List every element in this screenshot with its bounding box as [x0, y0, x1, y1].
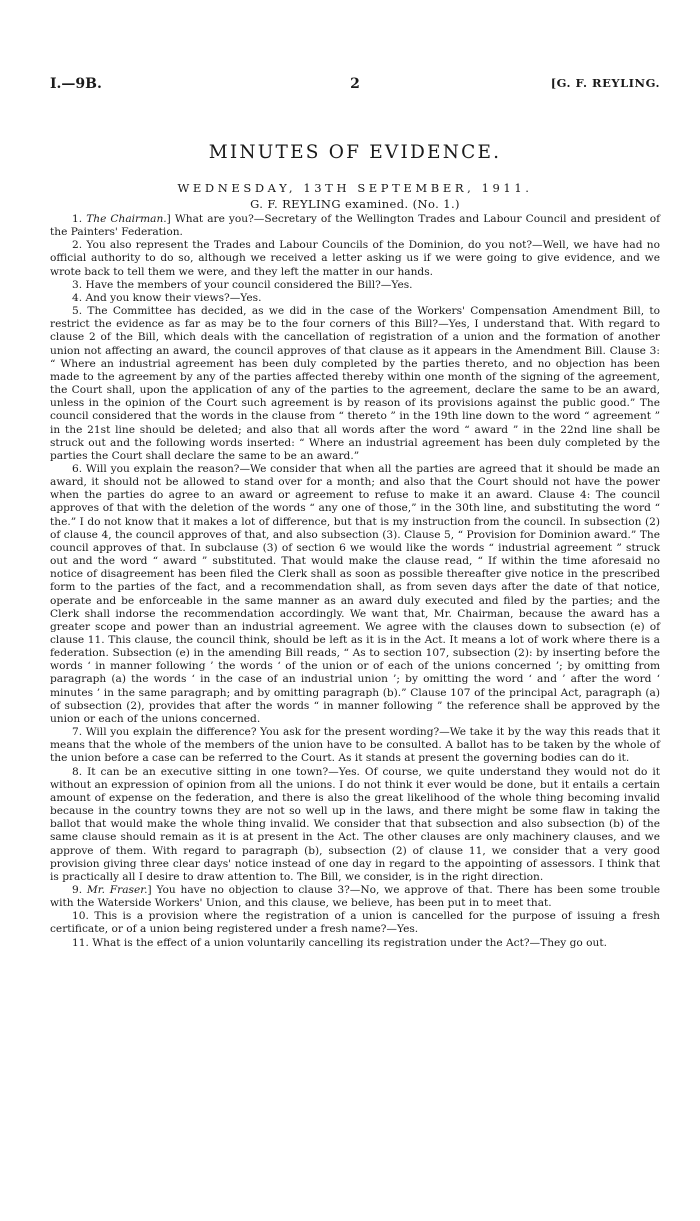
paragraph-8: 8. It can be an executive sitting in one town?—Yes. Of course, we quite understand they would not do it without an expression of opinion from all the unions. I do not think it ever would be done, but it entails a certain amount of expense on the federation, and there is also the great likelihood of the whole thing becoming invalid because in the country towns they are not so well up in the laws, and there might be some flaw in taking the ballot that would make the whole thing invalid. We consider that that subsection and also subsection (b) of the same clause should remain as it is at present in the Act. The other clauses are only machinery clauses, and we approve of them. With regard to paragraph (b), subsection (2) of clause 11, we consider that a very good provision giving three clear days' notice instead of one day in regard to the appointing of assessors. I think that is practically all I desire to draw attention to. The Bill, we consider, is in the right direction. [50, 765, 660, 883]
page-header [50, 76, 660, 106]
speaker: Mr. Fraser. [86, 883, 148, 896]
paragraph-4: 4. And you know their views?—Yes. [72, 291, 262, 304]
paragraph-2: 2. You also represent the Trades and Labour Councils of the Dominion, do you not?—Well, we have had no official authority to do so, although we received a letter asking us if we were going to give evidence, and we wrote back to tell them we were, and they left the matter in our hands. [50, 239, 660, 278]
paragraph-6: 6. Will you explain the reason?—We consider that when all the parties are agreed that it should be made an award, it should not be allowed to stand over for a month; and also that the Court should not have the power when the parties do agree to an award or agreement to refuse to make it an award. Clause 4: The council approves of that with the deletion of the words “ any one of those,” in the 30th line, and substituting the word “ the.” I do not know that it makes a lot of difference, but that is my instruction from the council. In subsection (2) of clause 4, the council approves of that, and also subsection (3). Clause 5, “ Provision for Dominion award.” The council approves of that. In subclause (3) of section 6 we would like the words “ industrial agreement ” struck out and the word “ award ” substituted. That would make the clause read, “ If within the time aforesaid no notice of disagreement has been filed the Clerk shall as soon as possible thereafter give notice in the prescribed form to the parties of the fact, and a recommendation shall, as from seven days after the date of that notice, operate and be enforceable in the same manner as an award duly executed and filed by the parties; and the Clerk shall indorse the recommendation accordingly. We want that, Mr. Chairman, because the award has a greater scope and power than an industrial agreement. We agree with the clauses down to subsection (e) of clause 11. This clause, the council think, should be left as it is in the Act. It means a lot of work where there is a federation. Subsection (e) in the amending Bill reads, “ As to section 107, subsection (2): by inserting before the words ‘ in manner following ’ the words ‘ of the union or of each of the unions concerned ’; by omitting from paragraph (a) the words ‘ in the case of an industrial union ’; by omitting the word ‘ and ’ after the word ‘ minutes ’ in the same paragraph; and by omitting paragraph (b).” Clause 107 of the principal Act, paragraph (a) of subsection (2), provides that after the words “ in manner following ” the reference shall be approved by the union or each of the unions concerned. [50, 462, 660, 725]
page-number: 2 [350, 76, 360, 92]
paragraph-5: 5. The Committee has decided, as we did in the case of the Workers' Compensation Amendment Bill, to restrict the evidence as far as may be to the four corners of this Bill?—Yes, I understand that. With regard to clause 2 of the Bill, which deals with the cancellation of registration of a union and the formation of another union not affecting an award, the council approves of that clause as it appears in the Amendment Bill. Clause 3: “ Where an industrial agreement has been duly completed by the parties thereto, and no objection has been made to the agreement by any of the parties affected thereby within one month of the signing of the agreement, the Court shall, upon the application of any of the parties to the agreement, declare the same to be an award, unless in the opinion of the Court such agreement is by reason of its provisions against the public good.” The council considered that the words in the clause from “ thereto ” in the 19th line down to the word “ agreement ” in the 21st line should be deleted; and also that all words after the word “ award ” in the 22nd line shall be struck out and the following words inserted: “ Where an industrial agreement has been duly completed by the parties the Court shall declare the same to be an award.” [50, 305, 660, 462]
paragraph-7: 7. Will you explain the difference? You ask for the present wording?—We take it by the way this reads that it means that the whole of the members of the union have to be consulted. A ballot has to be taken by the whole of the union before a case can be referred to the Court. As it stands at present the governing bodies can do it. [50, 726, 660, 765]
paragraph-10: 10. This is a provision where the registration of a union is cancelled for the purpose of issuing a fresh certificate, or of a union being registered under a fresh name?—Yes. [50, 910, 660, 936]
document-page [0, 76, 700, 1221]
examined-line: G. F. REYLING examined. (No. 1.) [250, 197, 460, 211]
paragraph-1: 1. The Chairman.] What are you?—Secretary of the Wellington Trades and Labour Council and president of the Painters' Federation. [50, 213, 661, 239]
paragraph-3: 3. Have the members of your council considered the Bill?—Yes. [72, 278, 413, 291]
witness-name-header: [G. F. REYLING. [550, 76, 660, 90]
minutes-body [50, 213, 660, 950]
paragraph-11: 11. What is the effect of a union voluntarily cancelling its registration under the Act?—They go out. [72, 936, 608, 949]
page-title: MINUTES OF EVIDENCE. [208, 142, 502, 163]
date-line: WEDNESDAY, 13TH SEPTEMBER, 1911. [177, 181, 533, 195]
speaker: The Chairman. [86, 213, 167, 225]
document-reference: I.—9B. [50, 76, 102, 92]
paragraph-9: 9. Mr. Fraser.] You have no objection to clause 3?—No, we approve of that. There has been some trouble with the Waterside Workers' Union, and this clause, we believe, has been put in to meet that. [50, 883, 660, 910]
